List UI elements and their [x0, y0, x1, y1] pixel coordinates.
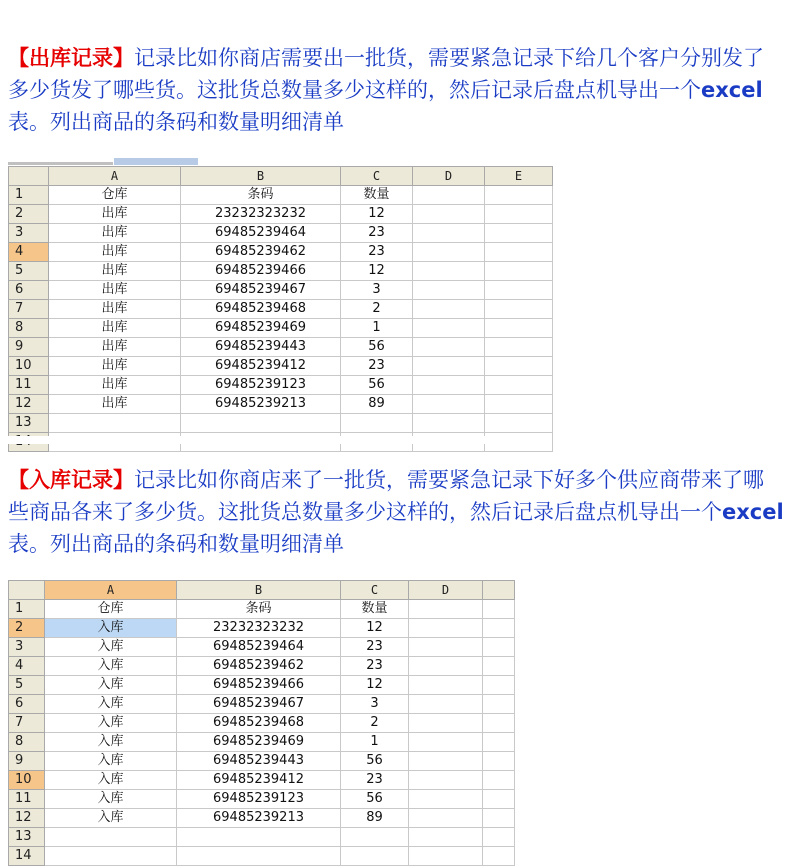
row-header[interactable]: 10 [9, 771, 45, 790]
cell[interactable] [483, 733, 515, 752]
table-row [9, 338, 553, 357]
cell[interactable] [483, 600, 515, 619]
barcode-cell[interactable]: 69485239464 [181, 224, 341, 243]
barcode-cell[interactable]: 23232323232 [181, 205, 341, 224]
barcode-cell[interactable]: 69485239467 [177, 695, 341, 714]
cell[interactable] [413, 205, 485, 224]
warehouse-cell[interactable]: 入库 [45, 733, 177, 752]
warehouse-cell[interactable]: 入库 [45, 714, 177, 733]
table-row [9, 186, 553, 205]
qty-cell[interactable]: 12 [341, 205, 413, 224]
cell[interactable] [485, 376, 553, 395]
qty-cell[interactable]: 89 [341, 395, 413, 414]
cell[interactable] [483, 771, 515, 790]
barcode-cell[interactable]: 69485239468 [177, 714, 341, 733]
barcode-cell[interactable]: 69485239469 [181, 319, 341, 338]
table-row [9, 281, 553, 300]
cell[interactable] [409, 676, 483, 695]
qty-cell[interactable]: 56 [341, 376, 413, 395]
cell[interactable] [409, 657, 483, 676]
cell[interactable]: 数量 [341, 186, 413, 205]
warehouse-cell[interactable]: 出库 [49, 357, 181, 376]
row-header[interactable]: 5 [9, 262, 49, 281]
cell[interactable] [413, 395, 485, 414]
table-row [9, 847, 515, 866]
column-header-e[interactable]: E [485, 167, 553, 186]
table-row [9, 809, 515, 828]
table-row [9, 619, 515, 638]
cell[interactable] [413, 319, 485, 338]
row-header[interactable]: 11 [9, 790, 45, 809]
cell[interactable] [483, 752, 515, 771]
row-header[interactable]: 12 [9, 395, 49, 414]
warehouse-cell[interactable]: 入库 [45, 657, 177, 676]
out-tag: 【出库记录】 [8, 46, 134, 70]
table-row [9, 243, 553, 262]
in-bold: excel [722, 500, 784, 524]
row-header[interactable]: 1 [9, 186, 49, 205]
row-header[interactable]: 7 [9, 714, 45, 733]
qty-cell[interactable]: 23 [341, 243, 413, 262]
cell[interactable] [409, 619, 483, 638]
cell[interactable] [413, 224, 485, 243]
cell[interactable] [485, 300, 553, 319]
row-header[interactable]: 6 [9, 695, 45, 714]
column-header-b[interactable]: B [177, 581, 341, 600]
table-row [9, 790, 515, 809]
cell[interactable] [483, 714, 515, 733]
table-row [9, 376, 553, 395]
row-header[interactable]: 3 [9, 638, 45, 657]
table-row [9, 828, 515, 847]
warehouse-cell[interactable]: 出库 [49, 395, 181, 414]
table-row [9, 300, 553, 319]
column-header-c[interactable]: C [341, 167, 413, 186]
qty-cell[interactable]: 12 [341, 676, 409, 695]
cell[interactable] [483, 638, 515, 657]
warehouse-cell[interactable]: 出库 [49, 243, 181, 262]
qty-cell[interactable]: 23 [341, 657, 409, 676]
row-header[interactable]: 12 [9, 809, 45, 828]
out-bold: excel [701, 78, 763, 102]
cell[interactable] [483, 676, 515, 695]
cell[interactable]: 数量 [341, 600, 409, 619]
barcode-cell[interactable]: 69485239462 [181, 243, 341, 262]
cell[interactable] [485, 205, 553, 224]
cell[interactable] [483, 695, 515, 714]
cell[interactable] [483, 828, 515, 847]
cell[interactable] [413, 357, 485, 376]
cell[interactable] [483, 809, 515, 828]
qty-cell[interactable]: 56 [341, 752, 409, 771]
sheet-toolbar-strip [8, 155, 198, 165]
barcode-cell[interactable]: 69485239468 [181, 300, 341, 319]
cell[interactable] [485, 262, 553, 281]
column-header-a[interactable]: A [49, 167, 181, 186]
table-row [9, 657, 515, 676]
cell[interactable]: 条码 [181, 186, 341, 205]
barcode-cell[interactable]: 69485239443 [181, 338, 341, 357]
cell[interactable] [413, 338, 485, 357]
qty-cell[interactable]: 89 [341, 809, 409, 828]
table-row [9, 357, 553, 376]
table-row [9, 395, 553, 414]
cell[interactable] [413, 186, 485, 205]
table-row [9, 319, 553, 338]
table-row [9, 695, 515, 714]
row-header[interactable]: 14 [9, 847, 45, 866]
barcode-cell[interactable]: 69485239412 [181, 357, 341, 376]
table-row [9, 600, 515, 619]
column-header-d[interactable]: D [409, 581, 483, 600]
table-row [9, 771, 515, 790]
cell[interactable] [49, 414, 181, 433]
qty-cell[interactable]: 12 [341, 262, 413, 281]
cell[interactable] [485, 281, 553, 300]
out-text: 记录比如你商店需要出一批货，需要紧急记录下给几个客户分别发了多少货发了哪些货。这批货总数量多少这样的，然后记录后盘点机导出一个 [8, 46, 764, 102]
qty-cell[interactable]: 56 [341, 338, 413, 357]
warehouse-cell[interactable]: 入库 [45, 771, 177, 790]
row-header[interactable]: 4 [9, 657, 45, 676]
cell[interactable] [485, 338, 553, 357]
cell[interactable] [409, 771, 483, 790]
column-header-c[interactable]: C [341, 581, 409, 600]
barcode-cell[interactable]: 69485239123 [177, 790, 341, 809]
cell[interactable] [409, 790, 483, 809]
cell[interactable] [413, 376, 485, 395]
table-row [9, 676, 515, 695]
out-description [8, 42, 784, 138]
cell[interactable]: 条码 [177, 600, 341, 619]
column-header-a[interactable]: A [45, 581, 177, 600]
cell[interactable] [341, 414, 413, 433]
cell[interactable]: 仓库 [45, 600, 177, 619]
cell[interactable] [485, 319, 553, 338]
table-row [9, 224, 553, 243]
cell[interactable] [413, 414, 485, 433]
warehouse-cell[interactable]: 出库 [49, 376, 181, 395]
row-header[interactable]: 13 [9, 414, 49, 433]
barcode-cell[interactable]: 69485239466 [181, 262, 341, 281]
qty-cell[interactable]: 2 [341, 300, 413, 319]
cell[interactable] [483, 619, 515, 638]
cell[interactable] [409, 600, 483, 619]
cell[interactable] [413, 281, 485, 300]
barcode-cell[interactable]: 69485239213 [181, 395, 341, 414]
select-all-corner[interactable] [9, 167, 49, 186]
row-header[interactable]: 10 [9, 357, 49, 376]
warehouse-cell[interactable]: 出库 [49, 262, 181, 281]
row-header[interactable]: 9 [9, 338, 49, 357]
qty-cell[interactable]: 3 [341, 281, 413, 300]
cell[interactable] [413, 262, 485, 281]
cell[interactable] [409, 733, 483, 752]
barcode-cell[interactable]: 69485239462 [177, 657, 341, 676]
cell[interactable] [413, 300, 485, 319]
warehouse-cell[interactable]: 出库 [49, 224, 181, 243]
row-header[interactable]: 1 [9, 600, 45, 619]
cell[interactable] [409, 847, 483, 866]
table-row [9, 752, 515, 771]
cell[interactable] [341, 847, 409, 866]
cell[interactable] [413, 243, 485, 262]
warehouse-cell[interactable]: 入库 [45, 676, 177, 695]
barcode-cell[interactable]: 69485239213 [177, 809, 341, 828]
cell[interactable] [485, 224, 553, 243]
row-header[interactable]: 3 [9, 224, 49, 243]
column-header-row [9, 581, 515, 600]
cell[interactable] [485, 186, 553, 205]
cell[interactable] [485, 414, 553, 433]
cell[interactable] [483, 790, 515, 809]
in-tag: 【入库记录】 [8, 468, 134, 492]
cell[interactable] [177, 828, 341, 847]
barcode-cell[interactable]: 23232323232 [177, 619, 341, 638]
cell[interactable] [485, 357, 553, 376]
warehouse-cell[interactable]: 出库 [49, 338, 181, 357]
column-header-b[interactable]: B [181, 167, 341, 186]
row-header[interactable]: 2 [9, 205, 49, 224]
row-header[interactable]: 8 [9, 319, 49, 338]
row-header[interactable]: 5 [9, 676, 45, 695]
barcode-cell[interactable]: 69485239123 [181, 376, 341, 395]
cell[interactable] [485, 395, 553, 414]
barcode-cell[interactable]: 69485239412 [177, 771, 341, 790]
qty-cell[interactable]: 1 [341, 319, 413, 338]
cell[interactable] [341, 828, 409, 847]
warehouse-cell[interactable]: 出库 [49, 300, 181, 319]
cell[interactable] [409, 828, 483, 847]
out-spreadsheet [8, 166, 553, 452]
row-header[interactable]: 7 [9, 300, 49, 319]
qty-cell[interactable]: 12 [341, 619, 409, 638]
table-row [9, 638, 515, 657]
qty-cell[interactable]: 23 [341, 357, 413, 376]
in-description [8, 464, 784, 560]
cell[interactable] [45, 828, 177, 847]
qty-cell[interactable]: 2 [341, 714, 409, 733]
column-header-e[interactable] [483, 581, 515, 600]
table-row [9, 733, 515, 752]
cell[interactable] [483, 657, 515, 676]
select-all-corner[interactable] [9, 581, 45, 600]
table-row [9, 262, 553, 281]
row-header[interactable]: 4 [9, 243, 49, 262]
qty-cell[interactable]: 23 [341, 224, 413, 243]
barcode-cell[interactable]: 69485239464 [177, 638, 341, 657]
column-header-row [9, 167, 553, 186]
cell[interactable] [409, 809, 483, 828]
qty-cell[interactable]: 23 [341, 638, 409, 657]
table-row [9, 205, 553, 224]
barcode-cell[interactable]: 69485239469 [177, 733, 341, 752]
row-header[interactable]: 6 [9, 281, 49, 300]
cell[interactable] [409, 695, 483, 714]
warehouse-cell[interactable]: 入库 [45, 695, 177, 714]
column-header-d[interactable]: D [413, 167, 485, 186]
barcode-cell[interactable]: 69485239467 [181, 281, 341, 300]
row-header[interactable]: 13 [9, 828, 45, 847]
warehouse-cell[interactable]: 出库 [49, 205, 181, 224]
qty-cell[interactable]: 23 [341, 771, 409, 790]
warehouse-cell[interactable]: 入库 [45, 752, 177, 771]
qty-cell[interactable]: 1 [341, 733, 409, 752]
row-header[interactable]: 2 [9, 619, 45, 638]
row-header[interactable]: 8 [9, 733, 45, 752]
cell[interactable] [483, 847, 515, 866]
cell[interactable] [409, 638, 483, 657]
qty-cell[interactable]: 56 [341, 790, 409, 809]
cell[interactable]: 仓库 [49, 186, 181, 205]
cell[interactable] [485, 243, 553, 262]
row-header[interactable]: 9 [9, 752, 45, 771]
in-text: 记录比如你商店来了一批货，需要紧急记录下好多个供应商带来了哪些商品各来了多少货。这批货总数量多少这样的，然后记录后盘点机导出一个 [8, 468, 764, 524]
barcode-cell[interactable]: 69485239466 [177, 676, 341, 695]
cell[interactable] [409, 714, 483, 733]
warehouse-cell[interactable]: 出库 [49, 319, 181, 338]
warehouse-cell[interactable]: 入库 [45, 619, 177, 638]
barcode-cell[interactable]: 69485239443 [177, 752, 341, 771]
warehouse-cell[interactable]: 出库 [49, 281, 181, 300]
in-spreadsheet [8, 580, 515, 866]
cell[interactable] [177, 847, 341, 866]
row-header[interactable]: 11 [9, 376, 49, 395]
warehouse-cell[interactable]: 入库 [45, 809, 177, 828]
table-row [9, 714, 515, 733]
warehouse-cell[interactable]: 入库 [45, 790, 177, 809]
in-text-end: 表。列出商品的条码和数量明细清单 [8, 532, 344, 556]
cell[interactable] [181, 414, 341, 433]
cell[interactable] [409, 752, 483, 771]
qty-cell[interactable]: 3 [341, 695, 409, 714]
out-text-end: 表。列出商品的条码和数量明细清单 [8, 110, 344, 134]
warehouse-cell[interactable]: 入库 [45, 638, 177, 657]
cell[interactable] [45, 847, 177, 866]
table-row [9, 414, 553, 433]
